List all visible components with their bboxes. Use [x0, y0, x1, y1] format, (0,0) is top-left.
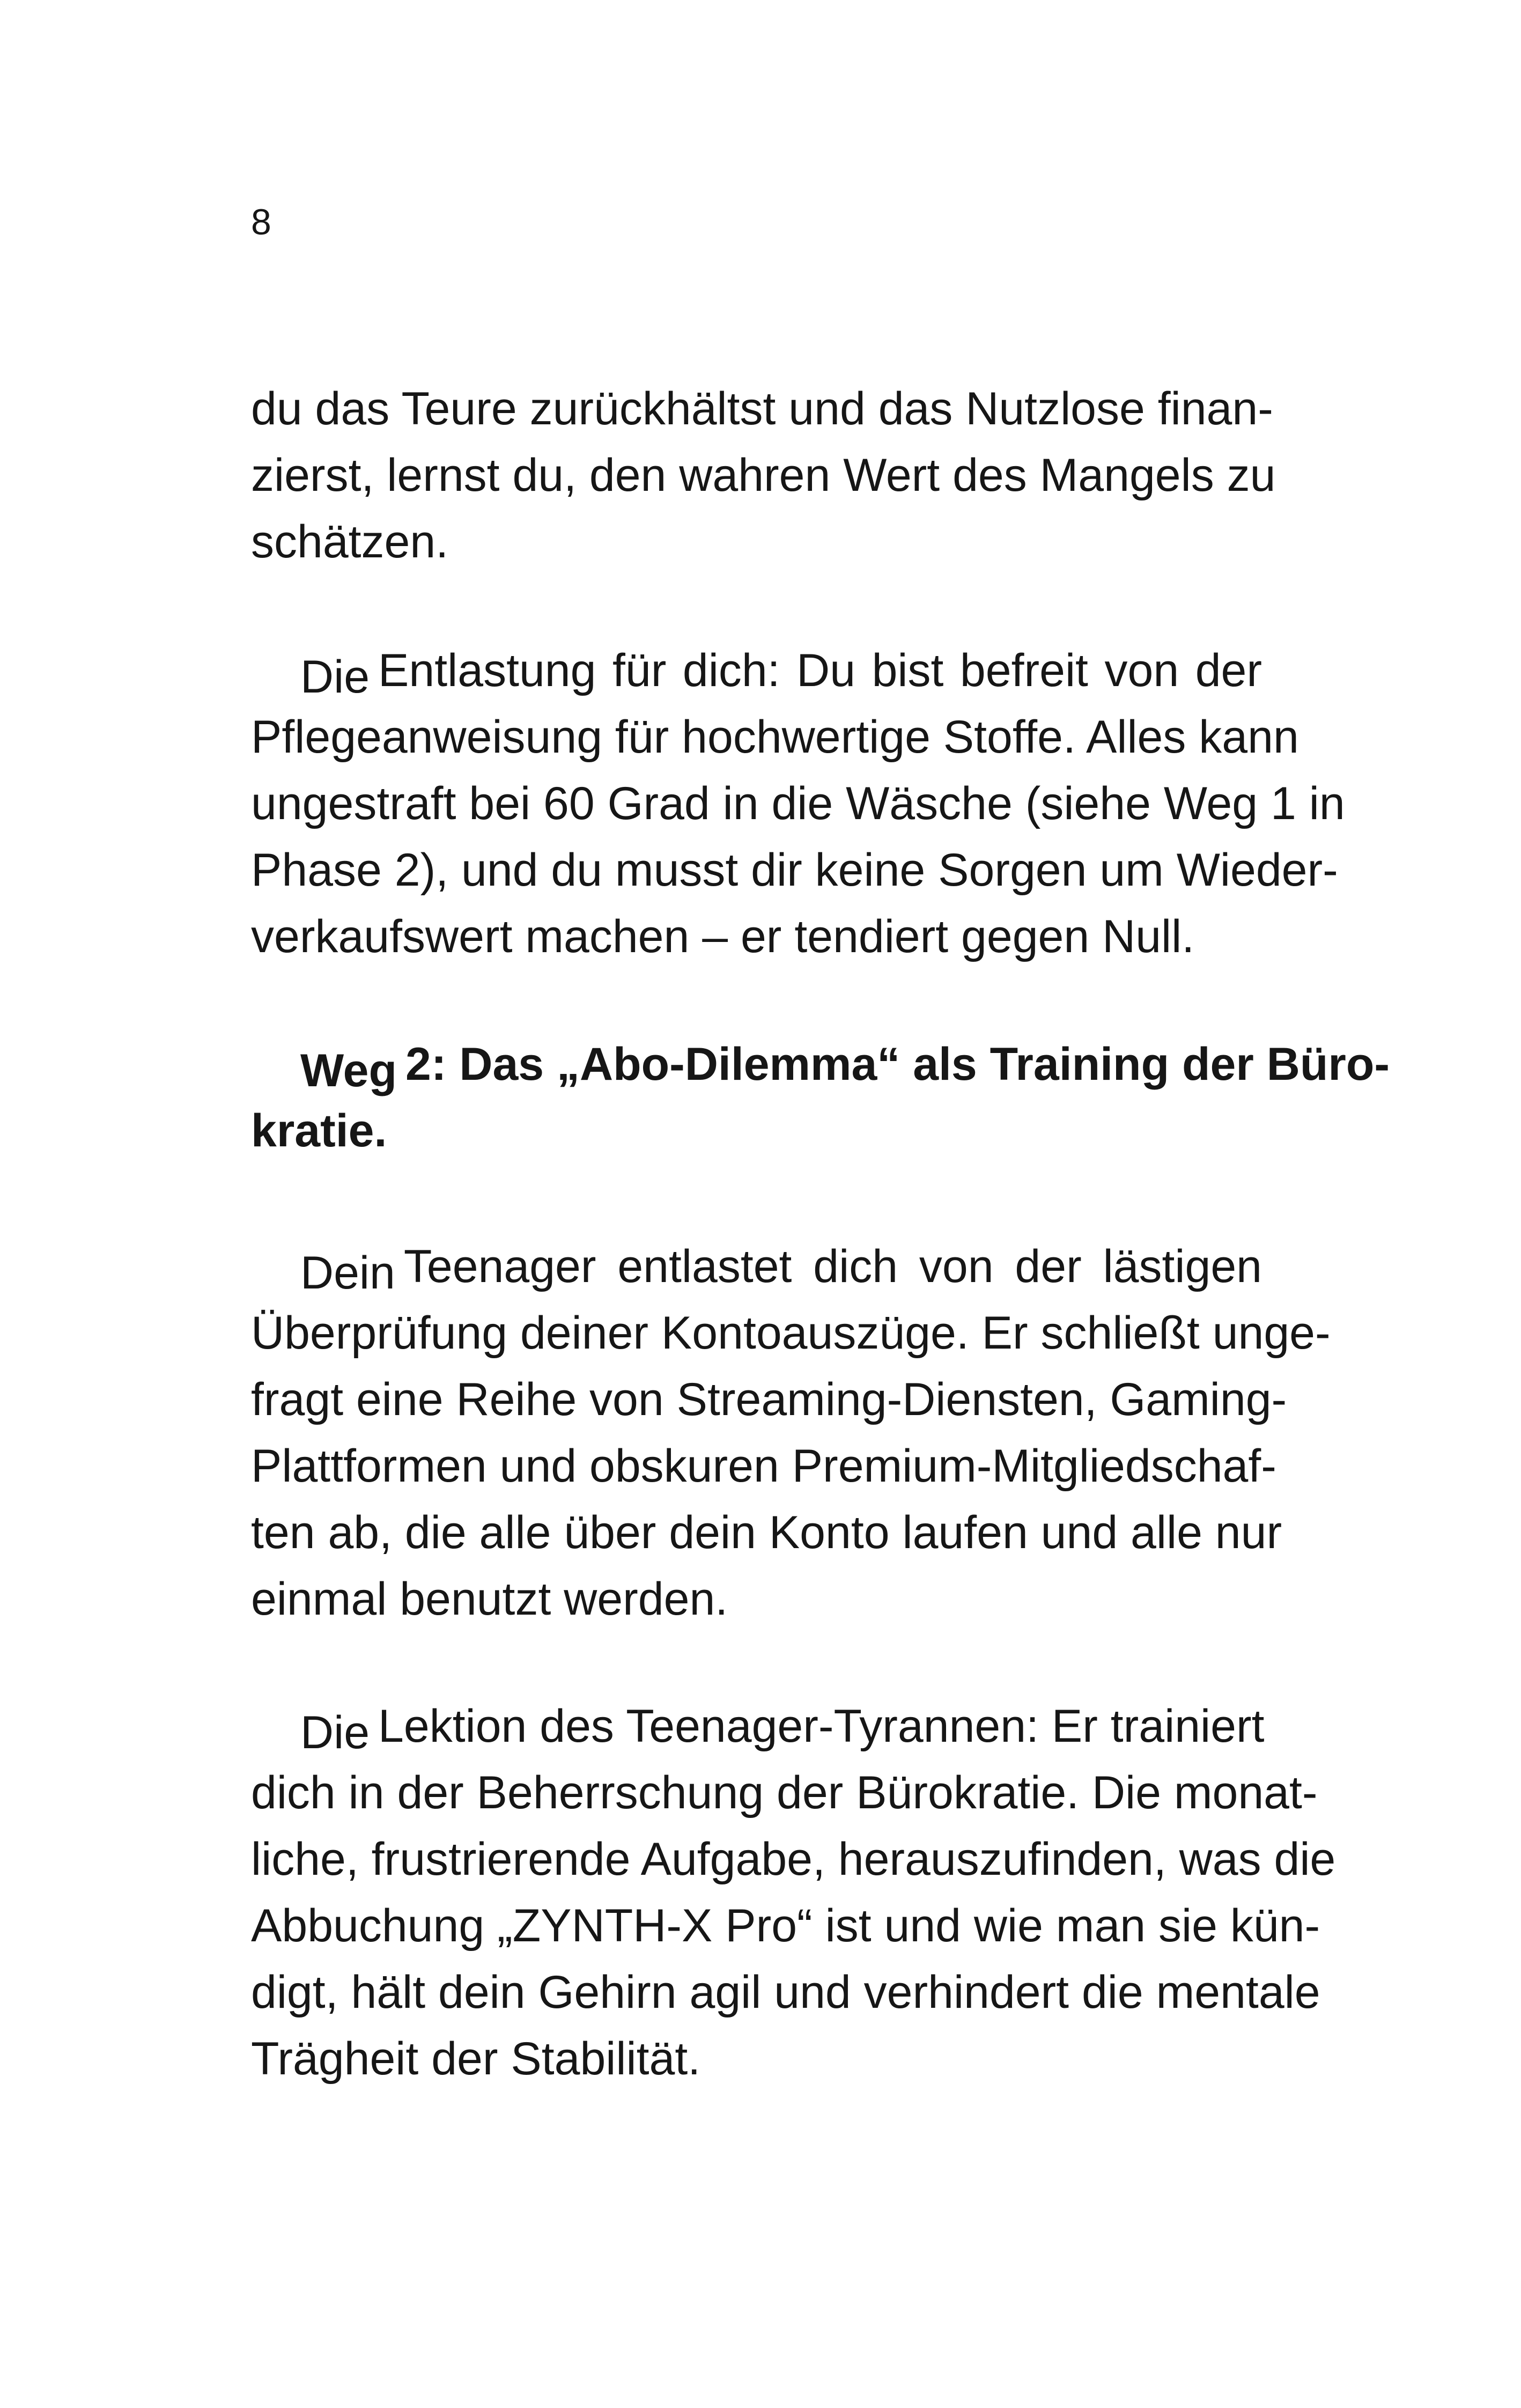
text-line: einmal benutzt werden.	[251, 1573, 728, 1625]
text-line-first	[251, 1233, 1262, 1300]
heading-line: kratie.	[251, 1105, 387, 1157]
paragraph-lektion	[251, 1693, 1336, 2092]
lead-word: Die	[300, 1707, 370, 1758]
text-line: Pflegeanweisung für hochwertige Stoffe. Alles kann	[251, 711, 1299, 763]
text-line: digt, hält dein Gehirn agil und verhindert die mentale	[251, 1967, 1320, 2018]
heading-first-rest: 2: Das „Abo-Dilemma“ als Training der Büro-	[405, 1039, 1390, 1090]
heading-line-first	[251, 1031, 1390, 1098]
text-line-first	[251, 637, 1262, 704]
text-line: Plattformen und obskuren Premium-Mitgliedschaf-	[251, 1440, 1276, 1492]
first-line-rest: Teenager entlastet dich von der lästigen	[403, 1241, 1262, 1292]
heading-lead-word: Weg	[300, 1045, 397, 1096]
text-line: Abbuchung „ZYNTH-X Pro“ ist und wie man sie kün-	[251, 1900, 1320, 1952]
paragraph-teenager	[251, 1233, 1331, 1632]
text-line: Phase 2), und du musst dir keine Sorgen um Wieder-	[251, 844, 1338, 896]
first-line-rest: Entlastung für dich: Du bist befreit von der	[378, 645, 1262, 696]
lead-word: Dein	[300, 1247, 395, 1299]
text-line: zierst, lernst du, den wahren Wert des Mangels zu	[251, 450, 1276, 501]
text-line: schätzen.	[251, 516, 449, 568]
page-number: 8	[251, 202, 271, 242]
text-line-first	[251, 1693, 1265, 1759]
text-line: ungestraft bei 60 Grad in die Wäsche (siehe Weg 1 in	[251, 778, 1345, 829]
text-line: fragt eine Reihe von Streaming-Diensten, Gaming-	[251, 1374, 1287, 1425]
section-heading	[251, 1031, 1390, 1164]
text-line: Überprüfung deiner Kontoauszüge. Er schließt unge-	[251, 1307, 1331, 1359]
text-line: dich in der Beherrschung der Bürokratie. Die monat-	[251, 1767, 1318, 1818]
paragraph-entlastung	[251, 637, 1345, 970]
text-line: verkaufswert machen – er tendiert gegen Null.	[251, 911, 1195, 962]
text-line: Trägheit der Stabilität.	[251, 2033, 701, 2085]
text-line: du das Teure zurückhältst und das Nutzlose finan-	[251, 383, 1273, 435]
first-line-rest: Lektion des Teenager-Tyrannen: Er trainiert	[378, 1700, 1265, 1752]
text-line: ten ab, die alle über dein Konto laufen und alle nur	[251, 1507, 1282, 1558]
lead-word: Die	[300, 651, 370, 703]
paragraph-continuation	[251, 375, 1276, 575]
text-line: liche, frustrierende Aufgabe, herauszufinden, was die	[251, 1833, 1336, 1885]
